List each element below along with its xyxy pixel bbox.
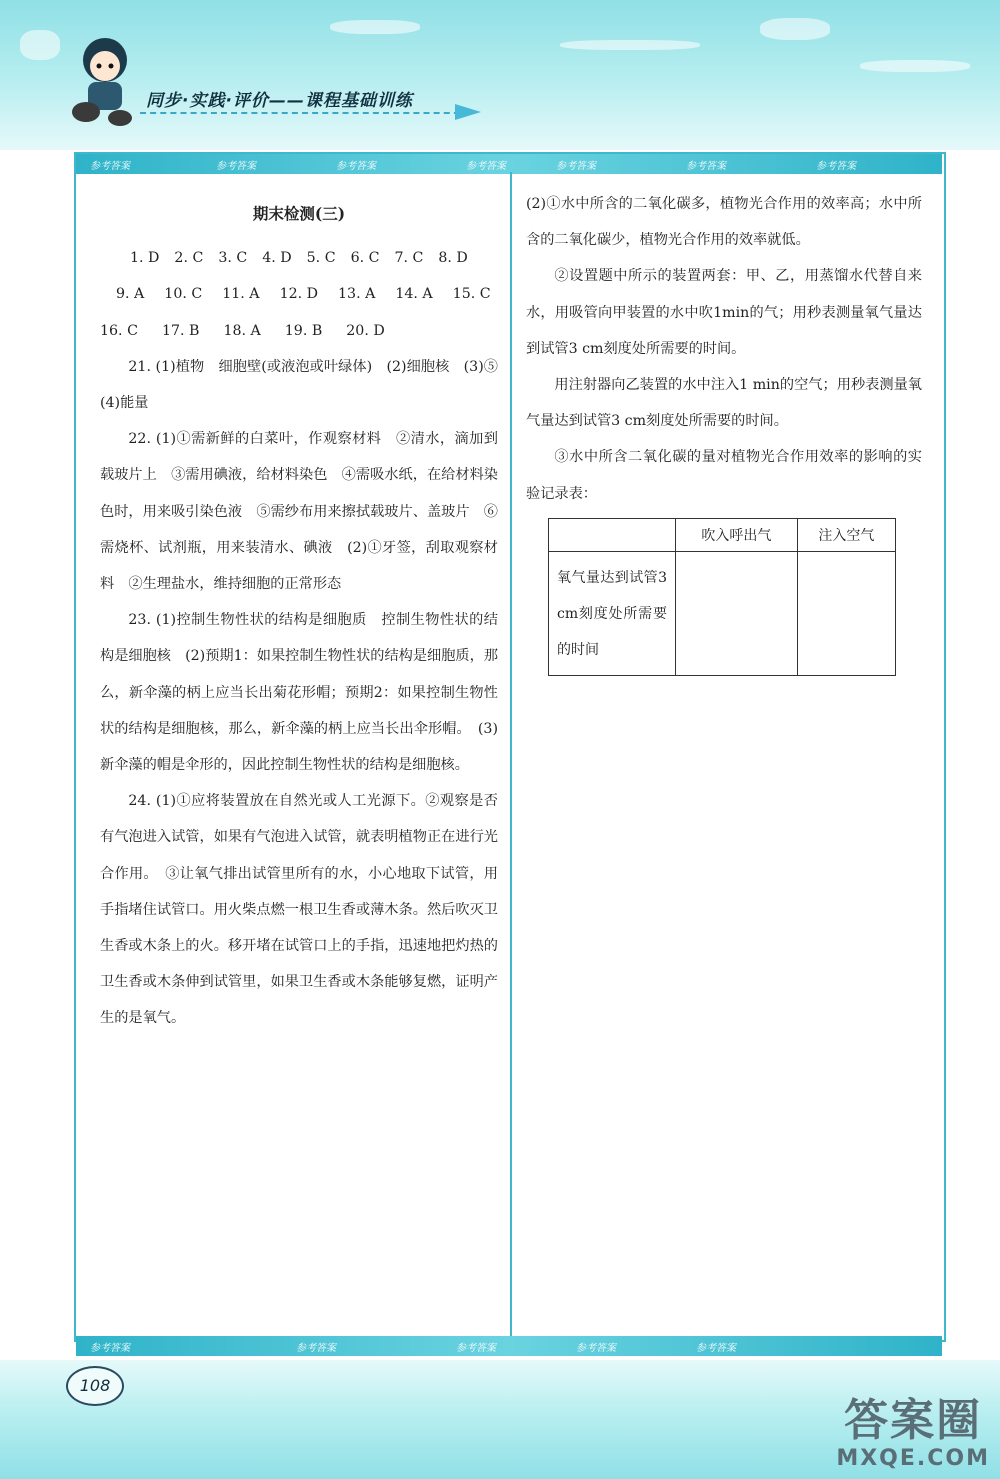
answer-item: 9. A [116, 286, 145, 303]
strip-label: 参考答案 [686, 161, 726, 172]
experiment-record-table [548, 518, 896, 676]
page-number: 108 [66, 1366, 124, 1406]
top-label-strip [76, 154, 942, 174]
mc-answer-row [100, 313, 498, 349]
answer-item: 1. D [130, 250, 160, 267]
table-row [549, 552, 896, 676]
mascot-illustration [70, 30, 140, 130]
strip-label: 参考答案 [816, 161, 856, 172]
bottom-label-strip [76, 1336, 942, 1356]
answer-paragraph: 23. (1)控制生物性状的结构是细胞质 控制生物性状的结构是细胞核 (2)预期1：如果控制生物性状的结构是细胞质，那么，新伞藻的柄上应当长出菊花形帽；预期2：如果控制生物性状的结构是细胞核，那么，新伞藻的柄上应当长出伞形帽。 (3)新伞藻的帽是伞形的，因此控制生物性状的结构是细胞核。 [100, 612, 499, 774]
answer-paragraph: ③水中所含二氧化碳的量对植物光合作用效率的影响的实验记录表： [526, 449, 922, 502]
strip-label: 参考答案 [336, 161, 376, 172]
header-title: 同步·实践·评价——课程基础训练 [146, 91, 413, 111]
strip-label: 参考答案 [556, 161, 596, 172]
table-header-cell: 注入空气 [797, 519, 895, 552]
answer-item: 12. D [279, 286, 319, 303]
strip-label: 参考答案 [696, 1343, 736, 1354]
strip-label: 参考答案 [90, 1343, 130, 1354]
answer-item: 14. A [395, 286, 433, 303]
answer-item: 3. C [218, 250, 248, 267]
answer-item: 7. C [394, 250, 424, 267]
mc-answer-row [100, 240, 498, 276]
left-column [100, 196, 513, 1037]
watermark-logo [836, 1396, 990, 1471]
answer-paragraph: (2)①水中所含的二氧化碳多，植物光合作用的效率高；水中所含的二氧化碳少，植物光合作用的效率就低。 [526, 196, 922, 249]
answer-item: 19. B [284, 322, 323, 339]
section-title: 期末检测(三) [252, 204, 346, 223]
answer-item: 11. A [222, 286, 260, 303]
strip-label: 参考答案 [216, 161, 256, 172]
answer-item: 18. A [223, 322, 261, 339]
header-band [0, 0, 1000, 150]
answer-item: 20. D [346, 322, 385, 339]
answer-item: 13. A [338, 286, 376, 303]
answer-paragraph: ②设置题中所示的装置两套：甲、乙，用蒸馏水代替自来水，用吸管向甲装置的水中吹1min的气；用秒表测量氧气量达到试管3 cm刻度处所需要的时间。 [526, 268, 922, 357]
table-header-cell [549, 519, 676, 552]
answer-item: 17. B [161, 322, 200, 339]
strip-label: 参考答案 [90, 161, 130, 172]
watermark-url: MXQE.COM [836, 1446, 990, 1471]
answer-item: 15. C [452, 286, 491, 303]
table-cell [797, 552, 895, 676]
answer-paragraph: 22. (1)①需新鲜的白菜叶，作观察材料 ②清水，滴加到载玻片上 ③需用碘液，给材料染色 ④需吸水纸，在给材料染色时，用来吸引染色液 ⑤需纱布用来擦拭载玻片、盖玻片 ⑥需烧杯、试剂瓶，用来装清水、碘液 (2)①牙签，刮取观察材料 ②生理盐水，维持细胞的正常形态 [100, 431, 498, 593]
watermark-text: 答案圈 [844, 1395, 983, 1446]
mc-answer-row [100, 276, 498, 312]
right-column [526, 186, 922, 512]
table-header-row [549, 519, 896, 552]
column-divider [510, 172, 512, 1336]
answer-item: 6. C [350, 250, 380, 267]
answer-item: 16. C [100, 322, 138, 339]
strip-label: 参考答案 [576, 1343, 616, 1354]
answer-paragraph: 24. (1)①应将装置放在自然光或人工光源下。②观察是否有气泡进入试管，如果有气泡进入试管，就表明植物正在进行光合作用。 ③让氧气排出试管里所有的水，小心地取下试管，用手指堵住试管口。用火柴点燃一根卫生香或薄木条。然后吹灭卫生香或木条上的火。移开堵在试管口上的手指，迅速地把灼热的卫生香或木条伸到试管里，如果卫生香或木条能够复燃，证明产生的是氧气。 [100, 793, 498, 1027]
answer-paragraph: 用注射器向乙装置的水中注入1 min的空气；用秒表测量氧气量达到试管3 cm刻度处所需要的时间。 [526, 377, 922, 430]
answer-item: 2. C [174, 250, 204, 267]
strip-label: 参考答案 [296, 1343, 336, 1354]
strip-label: 参考答案 [466, 161, 506, 172]
answer-item: 4. D [262, 250, 292, 267]
arrow-icon [455, 104, 481, 120]
table-row-label: 氧气量达到试管3 cm刻度处所需要的时间 [549, 552, 676, 676]
answer-paragraph: 21. (1)植物 细胞壁(或液泡或叶绿体) (2)细胞核 (3)⑤ (4)能量 [100, 358, 513, 412]
table-cell [676, 552, 798, 676]
strip-label: 参考答案 [456, 1343, 496, 1354]
table-header-cell: 吹入呼出气 [676, 519, 798, 552]
header-dashed-line [140, 112, 470, 117]
answer-item: 5. C [306, 250, 336, 267]
answer-item: 8. D [438, 250, 468, 267]
answer-item: 10. C [164, 286, 203, 303]
